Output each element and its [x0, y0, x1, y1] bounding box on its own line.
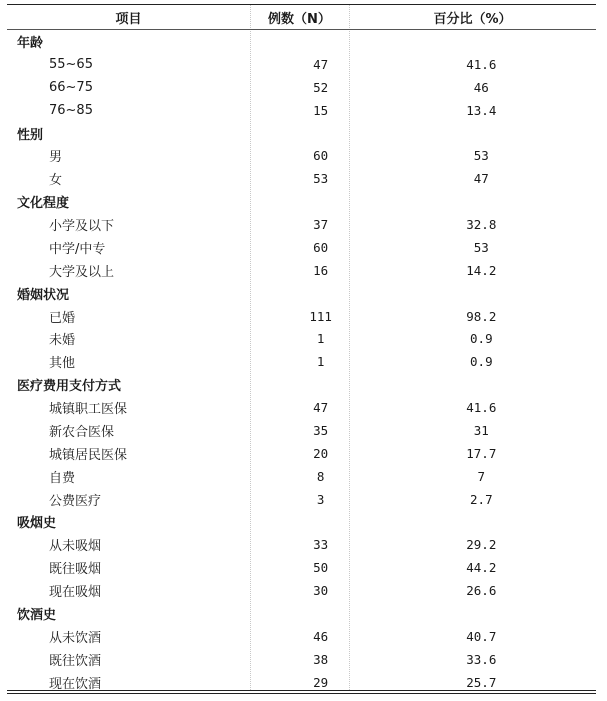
row-item-label: 既往吸烟	[49, 562, 102, 578]
row-count: 52	[313, 79, 329, 95]
row-percent: 2.7	[470, 491, 493, 507]
row-item-label: 男	[49, 150, 63, 166]
row-count: 37	[313, 217, 329, 233]
header-count: 例数（N）	[268, 11, 331, 27]
row-percent: 32.8	[466, 217, 497, 233]
row-percent: 0.9	[470, 354, 493, 370]
category-row	[7, 30, 596, 53]
header-percent: 百分比（%）	[433, 11, 512, 27]
table-row	[7, 442, 596, 465]
table-header-row	[7, 5, 596, 30]
row-percent: 29.2	[466, 537, 497, 553]
row-count: 8	[316, 468, 325, 484]
row-count: 46	[313, 628, 329, 644]
row-count: 15	[313, 102, 329, 118]
row-percent: 47	[473, 171, 489, 187]
row-percent: 53	[473, 239, 489, 255]
row-item-label: 公费医疗	[49, 493, 102, 509]
row-percent: 41.6	[466, 400, 497, 416]
row-count: 1	[316, 354, 325, 370]
row-item-label: 55~65	[49, 56, 93, 72]
row-count: 35	[313, 422, 329, 438]
row-item-label: 66~75	[49, 79, 93, 95]
row-percent: 26.6	[466, 583, 497, 599]
table-row	[7, 648, 596, 671]
row-item-label: 城镇职工医保	[49, 402, 128, 418]
row-item-label: 中学/中专	[49, 241, 106, 257]
row-percent: 7	[477, 468, 486, 484]
category-row	[7, 122, 596, 145]
row-percent: 98.2	[466, 308, 497, 324]
table-row	[7, 305, 596, 328]
table-row	[7, 396, 596, 419]
row-item-label: 现在饮酒	[49, 676, 102, 692]
row-count: 60	[313, 239, 329, 255]
row-count: 38	[313, 651, 329, 667]
row-item-label: 76~85	[49, 102, 93, 118]
row-percent: 17.7	[466, 445, 497, 461]
row-count: 29	[313, 674, 329, 690]
row-count: 3	[316, 491, 325, 507]
category-label: 饮酒史	[17, 608, 57, 623]
table-row	[7, 556, 596, 579]
table-row	[7, 259, 596, 282]
row-percent: 14.2	[466, 262, 497, 278]
row-percent: 31	[473, 422, 489, 438]
row-count: 111	[309, 308, 332, 324]
row-percent: 53	[473, 148, 489, 164]
row-count: 1	[316, 331, 325, 347]
table-row	[7, 327, 596, 350]
data-table	[7, 4, 596, 694]
table-bottom-rule	[7, 690, 596, 691]
row-percent: 41.6	[466, 56, 497, 72]
table-row	[7, 99, 596, 122]
category-label: 吸烟史	[17, 516, 57, 532]
row-percent: 44.2	[466, 560, 497, 576]
category-row	[7, 510, 596, 533]
row-count: 53	[313, 171, 329, 187]
row-count: 47	[313, 400, 329, 416]
row-percent: 0.9	[470, 331, 493, 347]
category-label: 性别	[17, 127, 44, 143]
category-row	[7, 602, 596, 625]
category-label: 婚姻状况	[17, 287, 70, 303]
table-row	[7, 53, 596, 76]
category-row	[7, 190, 596, 213]
table-row	[7, 144, 596, 167]
row-count: 47	[313, 56, 329, 72]
row-item-label: 女	[49, 173, 63, 189]
table-row	[7, 167, 596, 190]
row-percent: 40.7	[466, 628, 497, 644]
row-count: 50	[313, 560, 329, 576]
row-item-label: 从未饮酒	[49, 630, 102, 646]
row-percent: 25.7	[466, 674, 497, 690]
row-item-label: 未婚	[49, 333, 76, 349]
table-row	[7, 236, 596, 259]
row-item-label: 自费	[49, 470, 76, 486]
row-item-label: 已婚	[49, 310, 76, 326]
row-percent: 13.4	[466, 102, 497, 118]
row-item-label: 现在吸烟	[49, 585, 102, 601]
header-item: 项目	[115, 11, 142, 27]
category-row	[7, 282, 596, 305]
row-item-label: 其他	[49, 356, 76, 372]
row-item-label: 新农合医保	[49, 424, 115, 440]
category-label: 医疗费用支付方式	[17, 379, 122, 395]
table-row	[7, 465, 596, 488]
table-row	[7, 625, 596, 648]
row-percent: 46	[473, 79, 489, 95]
row-item-label: 既往饮酒	[49, 653, 102, 669]
table-row	[7, 419, 596, 442]
table-bottom-rule	[7, 693, 596, 694]
row-count: 60	[313, 148, 329, 164]
row-item-label: 小学及以下	[49, 219, 115, 235]
row-count: 20	[313, 445, 329, 461]
table-row	[7, 579, 596, 602]
table-row	[7, 488, 596, 511]
row-count: 33	[313, 537, 329, 553]
table-row	[7, 213, 596, 236]
row-percent: 33.6	[466, 651, 497, 667]
category-row	[7, 373, 596, 396]
row-item-label: 大学及以上	[49, 264, 115, 280]
row-count: 16	[313, 262, 329, 278]
category-label: 年龄	[17, 36, 44, 51]
table-row	[7, 76, 596, 99]
table-row	[7, 350, 596, 373]
row-count: 30	[313, 583, 329, 599]
category-label: 文化程度	[17, 196, 70, 212]
row-item-label: 城镇居民医保	[49, 447, 128, 463]
row-item-label: 从未吸烟	[49, 539, 102, 555]
table-row	[7, 533, 596, 556]
